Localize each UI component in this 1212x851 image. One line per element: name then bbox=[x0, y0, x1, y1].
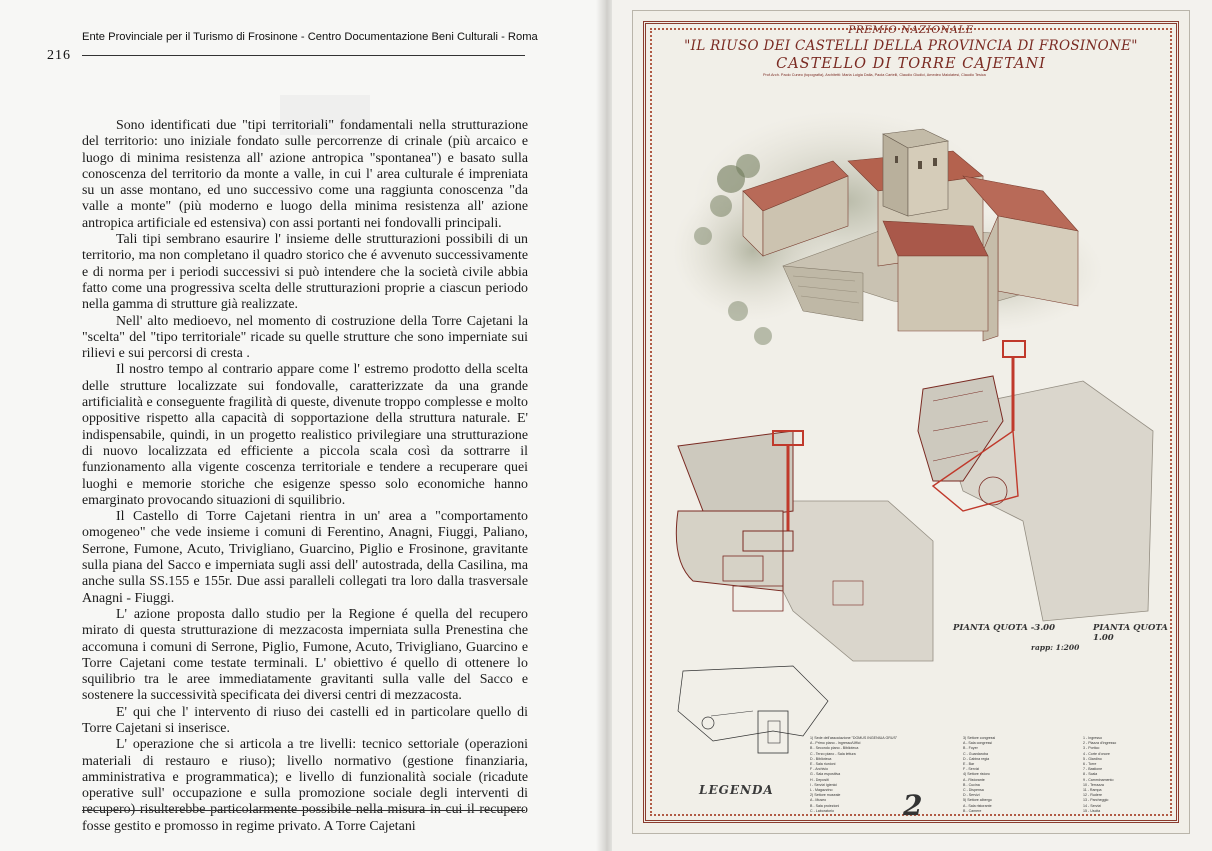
legend-entry: D - Biblioteca bbox=[810, 756, 832, 761]
legend-entry: 12 - Rudere bbox=[1083, 793, 1102, 798]
legend-entry: I - Servizi igienici bbox=[810, 782, 837, 787]
prize-caption: PREMIO NAZIONALE bbox=[848, 24, 974, 36]
legend-entry: A - Sala ristorante bbox=[963, 803, 992, 808]
legend-column-1 bbox=[810, 736, 897, 814]
plan-label-left: PIANTA QUOTA -3.00 bbox=[953, 623, 1056, 633]
legend-entry: 7 - Bastione bbox=[1083, 767, 1103, 772]
legend-entry: 5 - Giardino bbox=[1083, 756, 1102, 761]
legend-entry: 2 - Piazza d'ingresso bbox=[1083, 741, 1117, 746]
legend-entry: C - Dispensa bbox=[963, 788, 984, 793]
legend-entry: A - Primo piano - Ingresso/Uffici bbox=[810, 741, 861, 746]
legend-entry: B - Cucina bbox=[963, 782, 980, 787]
legend-entry: B - Camere bbox=[963, 808, 982, 813]
legend-entry: 10 - Terrazza bbox=[1083, 782, 1104, 787]
legend-entry: B - Foyer bbox=[963, 746, 978, 751]
legend-column-2 bbox=[963, 736, 995, 814]
paragraph-5: Il Castello di Torre Cajetani rientra in un' area a "comportamento omogeneo" che vede insieme i comuni di Ferentino, Anagni, Fiuggi, Paliano, Serrone, Fumone, Acuto, Trivigliano, Guarcino, Piglio e Frosinone, gravitante sulla piana del Sacco e imperniata sugli assi dell' autostrada, della Casilina, ma anche sulla SS.155 e 155r. Due assi paralleli collegati tra loro dalla trasversale Anagni - Fiuggi. bbox=[82, 509, 528, 606]
legend-entry: E - Bar bbox=[963, 762, 975, 767]
legend-entry: 8 - Scala bbox=[1083, 772, 1098, 777]
paragraph-2: Tali tipi sembrano esaurire l' insieme delle strutturazioni possibili di un territorio, ma non completano il quadro storico che é avvenuto successivamente e di norma per i periodi successivi si può intendere che la società civile abbia fatto come una progressiva scelta delle strutturazioni proprie a ciascun periodo nella gamma di strutture già realizzate. bbox=[82, 232, 528, 313]
legend-entry: 13 - Parcheggio bbox=[1083, 798, 1109, 803]
legend-entry: C - Laboratorio bbox=[810, 808, 834, 813]
body-text bbox=[82, 118, 528, 835]
legend-entry: L - Magazzino bbox=[810, 788, 833, 793]
legend-entry: E - Sala riunioni bbox=[810, 762, 836, 767]
legend-entry: F - Archivio bbox=[810, 767, 828, 772]
plate-drawing bbox=[633, 11, 1189, 833]
paragraph-1: Sono identificati due "tipi territoriali" fondamentali nella strutturazione del territorio: uno iniziale fondato sulle percorrenze di crinale (più arcaico e luogo di minima resistenza all' azione antropica "spontanea") e basato sulla conoscenza del territorio da monte a valle, in cui l' area culturale é impreniata su un asse montano, ed uno successivo come una raggiunta conoscenza "da valle a monte" (più moderno e luogo della minima resistenza all' azione antropica artificiale ed estensiva) con assi portanti nei fondovalli principali. bbox=[82, 118, 528, 231]
plate-subtitle: CASTELLO DI TORRE CAJETANI bbox=[776, 56, 1046, 72]
legend-entry: 1) Sede dell'associazione "DOMUS INGENIUA GRUS" bbox=[810, 736, 898, 740]
floor-plans bbox=[676, 341, 1153, 661]
paragraph-3: Nell' alto medioevo, nel momento di costruzione della Torre Cajetani la "scelta" del "tipo territoriale" ricade su quelle strutture che sono imperniate sui rilievi e sui percorsi di cresta . bbox=[82, 313, 528, 362]
legend-entry: D - Servizi bbox=[963, 793, 980, 798]
legend-entry: A - Sala congressi bbox=[963, 741, 992, 746]
legend-entry: 1 - Ingresso bbox=[1083, 736, 1102, 740]
legend-entry: B - Secondo piano - Biblioteca bbox=[810, 746, 859, 751]
legend-entry: F - Servizi bbox=[963, 767, 980, 772]
legend-entry: 15 - Uscita bbox=[1083, 808, 1101, 813]
legend-entry: G - Sala espositiva bbox=[810, 772, 841, 777]
legend-entry: 9 - Camminamento bbox=[1083, 777, 1114, 782]
legend-title: LEGENDA bbox=[699, 783, 774, 797]
legend-entry: 14 - Servizi bbox=[1083, 803, 1101, 808]
legend-entry: B - Sala proiezioni bbox=[810, 803, 840, 808]
paragraph-6: L' azione proposta dallo studio per la Regione é quella del recupero mirato di questa strutturazione di mezzacosta imperniata sulla Prenestina che accomuna i comuni di Serrone, Piglio, Fumone, Acuto, Trivigliano, Guarcino e Torre Cajetani come testate terminali. L' obiettivo é quello di ottenere lo squilibrio tra le aree immediatamente gravitanti sulla valle del Sacco e sostenere la successività specificata dei diversi centri di mezzacosta. bbox=[82, 606, 528, 704]
legend-entry: A - Ristorante bbox=[963, 777, 985, 782]
plan-label-right: PIANTA QUOTA 1.00 bbox=[1093, 623, 1168, 643]
sheet-number: 2 bbox=[903, 789, 923, 822]
paragraph-8: L' operazione che si articola a tre livelli: tecnico settoriale (operazioni materiali di restauro e riuso); livello normativo (gestione finanziaria, amministrativa e programmatica); e livello di funzionalità sociale (ricadute operative sull' occupazione e sulla promozione sociale degli interventi di recupero) risulterebbe particolarmente possibile nella misura in cui il recupero fosse gestito e promosso in regime privato. A Torre Cajetani bbox=[82, 737, 528, 834]
plate-title: "IL RIUSO DEI CASTELLI DELLA PROVINCIA DI FROSINONE" bbox=[684, 38, 1138, 54]
castle-illustration bbox=[673, 111, 1103, 345]
footer-rule bbox=[82, 810, 525, 811]
legend-entry: C - Terzo piano - Sala lettura bbox=[810, 751, 856, 756]
legend-entry: A - Museo bbox=[810, 798, 827, 803]
legend-entry: D - Cabina regia bbox=[963, 756, 990, 761]
key-plan bbox=[678, 666, 828, 753]
legend-entry: 6 - Torre bbox=[1083, 762, 1097, 767]
legend-entry: 4) Settore ristoro bbox=[963, 772, 990, 777]
legend-entry: C - Guardaroba bbox=[963, 751, 988, 756]
legend-entry: 4 - Corte d'onore bbox=[1083, 751, 1110, 756]
legend-entry: 11 - Rampa bbox=[1083, 788, 1102, 793]
running-header: Ente Provinciale per il Turismo di Frosinone - Centro Documentazione Beni Culturali - Roma bbox=[82, 31, 538, 43]
page-number: 216 bbox=[47, 48, 71, 63]
right-page bbox=[612, 0, 1212, 851]
scale-label: rapp: 1:200 bbox=[1031, 643, 1080, 652]
legend-entry: 3 - Portico bbox=[1083, 746, 1100, 751]
paragraph-4: Il nostro tempo al contrario appare come l' estremo prodotto della scelta delle strutture localizzate sui fondovalle, caratterizzate da una grande artificialità e conseguente fragilità di queste, divenute troppo complesse e molto oppositive rispetto alla capacità di sopportazione della struttura naturale. E' indispensabile, quindi, in un progetto realistico privilegiare una strutturazione di nuovo localizzata ed efficiente a piccola scala così da sottrarre il funzionamento alla vigente coscenza territoriale e tendere a recuperare quei luoghi e memorie storiche che esigenze spesso solo economiche hanno emarginato provocando situazioni di squilibrio. bbox=[82, 362, 528, 508]
paragraph-7: E' qui che l' intervento di riuso dei castelli ed in particolare quello di Torre Cajetani si inserisce. bbox=[82, 704, 528, 736]
legend-entry: 3) Settore congressi bbox=[963, 736, 996, 740]
legend-entry: 5) Settore albergo bbox=[963, 798, 992, 803]
plate-sheet bbox=[632, 10, 1190, 834]
plate-credits: Prof.Arch. Paolo Cuneo (topografia), Architetti: Maria Luigia Dalla, Paola Cartelli, Claudio Giudici, Amedeo Maiolatesi, Claudio Tesica bbox=[763, 73, 986, 77]
header-rule bbox=[82, 55, 525, 56]
legend-entry: H - Depositi bbox=[810, 777, 829, 782]
legend-entry: 2) Settore museale bbox=[810, 793, 841, 798]
legend-column-3 bbox=[1083, 736, 1116, 814]
